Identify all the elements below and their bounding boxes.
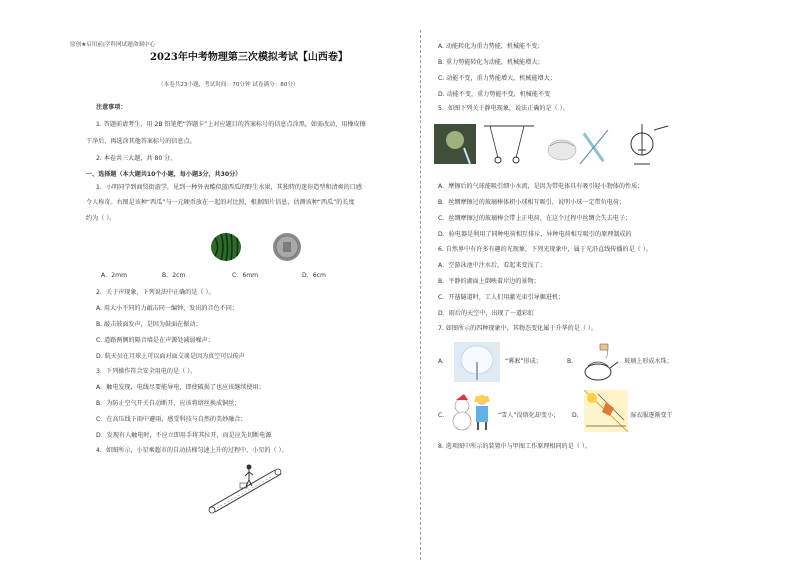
notes-heading: 注意事项： [96, 104, 127, 111]
q5-option-a: A．摩擦后的气球能吸引细小水流，是因为带电体具有吸引轻小物体的性质； [438, 183, 644, 190]
q2-option-c: C. 道路两侧的隔音墙是在声源处减弱噪声； [96, 337, 214, 344]
kettle-image [580, 342, 620, 382]
q5-option-d: D．验电器是利用了同种电荷相互排斥，异种电荷相互吸引的原理制成的 [438, 231, 632, 238]
q4-option-a: A. 动能转化为重力势能，机械能不变； [438, 43, 544, 50]
q7-stem: 7. 如图所示的四种现象中，其物态变化属于升华的是（ ）。 [438, 325, 597, 332]
q7-option-b-letter: B. [567, 358, 574, 365]
q6-option-d: D．雨后的天空中，出现了一道彩虹 [438, 310, 535, 317]
q6-option-b: B．平静的湖面上倒映着岸边的景物； [438, 278, 540, 285]
q7-option-d-text: 湿衣服逐渐变干 [630, 412, 673, 419]
q5-option-c: C．丝绸摩擦过的玻璃棒会带上正电荷，在这个过程中丝绸会失去电子； [438, 215, 632, 222]
q5-option-b: B．丝绸摩擦过的玻璃棒体积小球相互吸引，说明小球一定带负电荷； [438, 199, 625, 206]
rime-tree-image [454, 342, 500, 382]
watermark-text: 原创★启用前|学科网试题命制中心 [70, 42, 156, 48]
drying-clothes-image [584, 390, 628, 432]
q3-option-c: C．在高压线下雨中避雨，感受科技与自然的美妙融合； [96, 416, 247, 423]
note-2: 2. 本卷共三大题，共 80 分。 [96, 155, 177, 162]
q6-option-c: C．开凿隧道时，工人们用激光束引导掘进机； [438, 294, 565, 301]
escalator-image [205, 458, 297, 516]
note-1b: 干净后，再选涂其他答案标号的信息点。 [86, 138, 196, 145]
q1-option-a: A．2mm [101, 272, 128, 279]
q3-option-b: B．为防止空气开关自动断开，应该将熔丝换成铜丝； [96, 400, 241, 407]
q2-option-a: A. 用大小不同的力敲击同一编钟，发出的音色不同； [96, 305, 238, 312]
q2-option-d: D. 航天员在月球上可以面对面交谈是因为真空可以传声 [96, 353, 245, 360]
q1-line1: 1．小明同学到商贸街游学，见到一种外表酷似篮西瓜的野生水果，其独特的迷你造型和清爽的口感 [96, 184, 362, 191]
q7-option-c-text: “雪人”没熔化却变小； [498, 412, 560, 419]
q3-stem: 3．下列操作符合安全用电的是（ ）。 [96, 368, 197, 375]
q4-stem: 4．如图所示，小星乘超市的自动扶梯匀速上升的过程中，小星的（ ）。 [96, 447, 288, 454]
q6-stem: 6. 自然界中有许多有趣的光现象，下列光现象中，属于光沿直线传播的是（ ）。 [438, 246, 652, 253]
section-heading: 一、选择题（本大题共10个小题，每小题3分，共30分） [86, 171, 242, 178]
note-1a: 1. 答题前请考生，用 2B 铅笔把“答题卡”上对应题目的答案标号的信息点涂黑，如需改动，用橡皮擦 [96, 121, 366, 128]
q3-option-a: A．触电发现，电线尽要能导电，即使破损了也应该继续使用； [96, 384, 265, 391]
q2-option-b: B. 敲击鼓面发声，是因为鼓面在振动； [96, 321, 202, 328]
q1-option-d: D．6cm [302, 272, 326, 279]
q1-line2: 令人称奇。右图是该种“西瓜”与一元硬币放在一起的对比照，根据图片信息，估测该种“西瓜”的长度 [86, 199, 355, 206]
q1-option-c: C．6mm [232, 272, 259, 279]
watermelon-image [210, 232, 242, 262]
snowman-image [452, 390, 496, 432]
q4-option-c: C. 动能不变，重力势能增大，机械能增大； [438, 75, 556, 82]
column-divider [420, 30, 421, 560]
static-electricity-images [432, 120, 670, 168]
q7-option-a-letter: A. [438, 358, 444, 365]
q3-option-d: D．发现有人触电时，不应立即用手将其拉开，而是应先切断电源 [96, 432, 272, 439]
exam-subtitle: （本卷共23小题，考试时间：70分钟 试卷满分：80分） [158, 82, 299, 88]
q7-option-d-letter: D. [572, 412, 579, 419]
q5-stem: 5．如图下列关于静电现象，说法正确的是（ ）。 [438, 105, 569, 112]
q8-stem: 8. 选项图中所示的装置中与甲图工作原理相同的是（ ）。 [438, 443, 591, 450]
q2-stem: 2．关于声现象，下列说法中正确的是（ ）。 [96, 289, 215, 296]
coin-image [272, 232, 302, 262]
q7-option-c-letter: C. [438, 412, 445, 419]
q1-line3: 约为（ ）。 [86, 215, 116, 222]
q4-option-b: B. 重力势能转化为动能，机械能增大； [438, 59, 544, 66]
q4-option-d: D. 动能不变，重力势能不变，机械能不变 [438, 91, 551, 98]
q7-option-b-text: 玻璃上形成水珠； [624, 358, 673, 365]
q1-option-b: B．2cm [162, 272, 186, 279]
exam-title: 2023年中考物理第三次模拟考试【山西卷】 [150, 52, 348, 63]
q6-option-a: A．空游泳池中注水后，看起来变浅了； [438, 262, 546, 269]
q7-option-a-text: “雾凇”形成； [505, 358, 542, 365]
